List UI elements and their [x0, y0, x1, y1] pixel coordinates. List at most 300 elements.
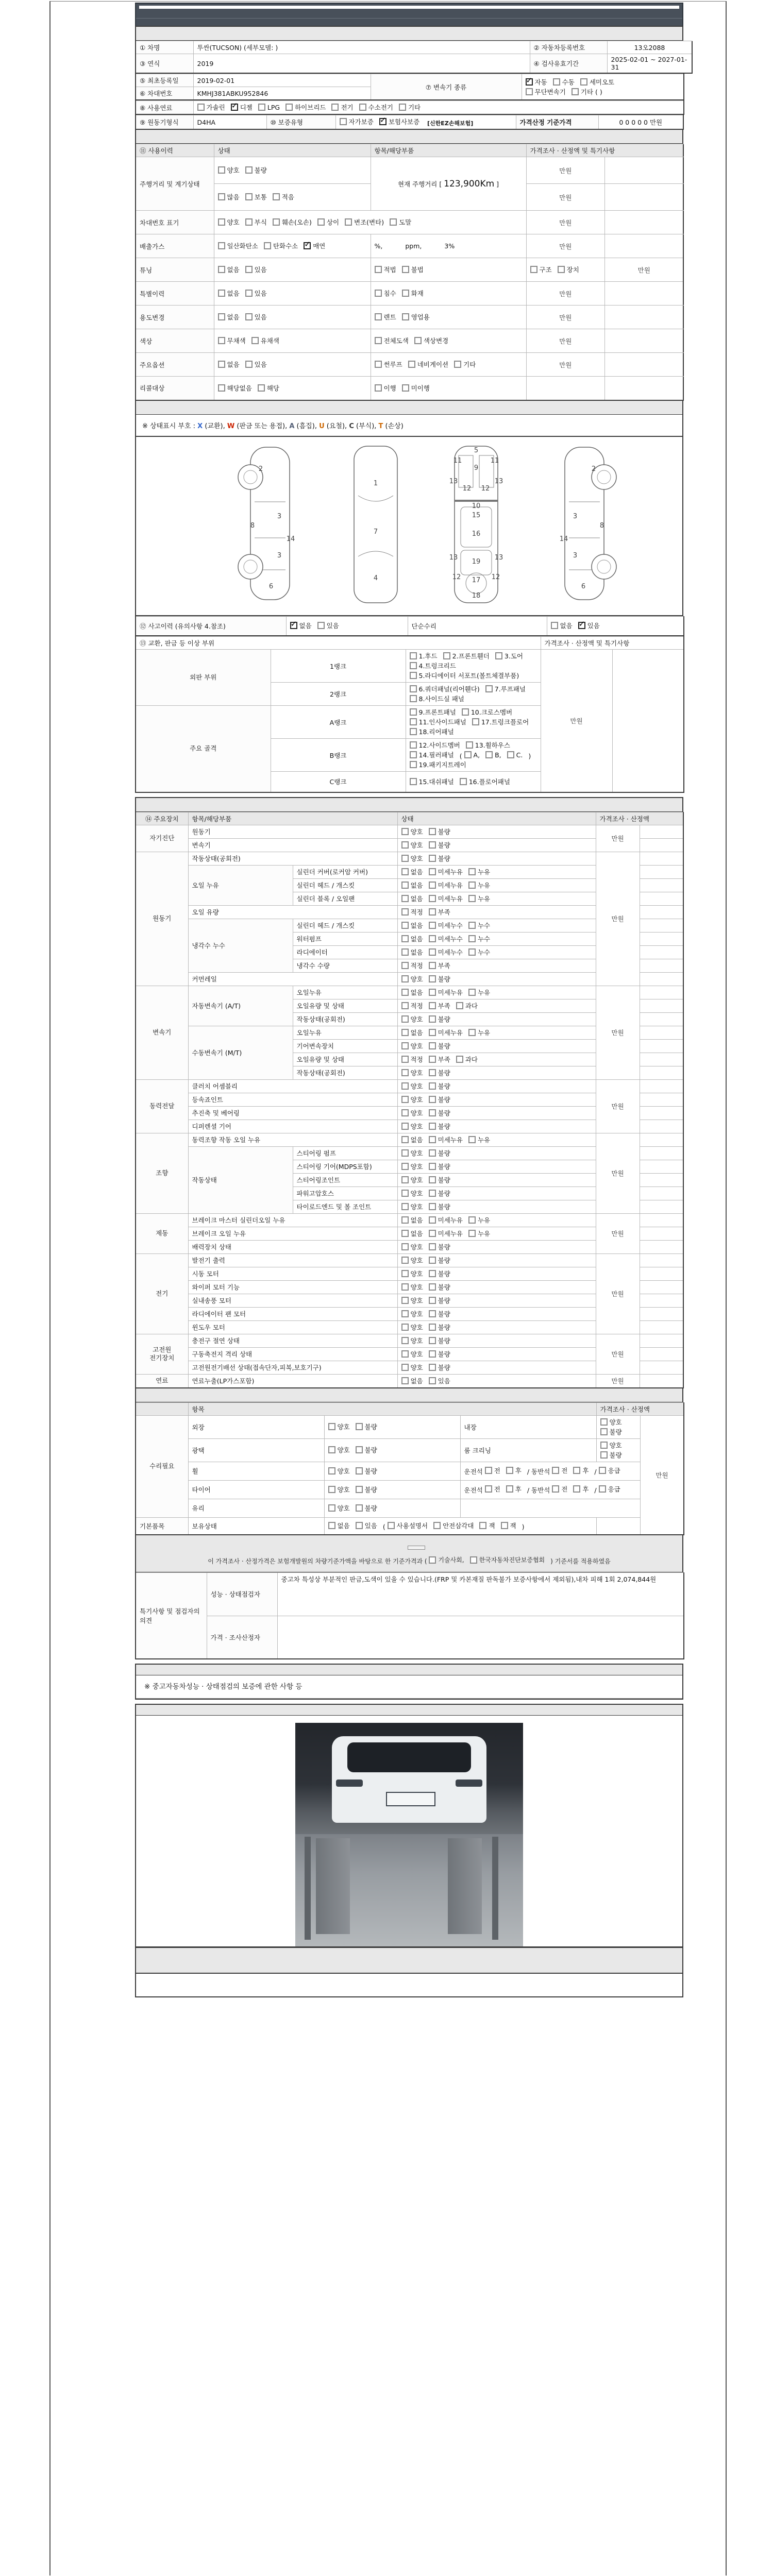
- checkbox-box: [245, 218, 253, 226]
- checkbox-4.트렁크리드[interactable]: [410, 661, 456, 670]
- checkbox-없음[interactable]: [401, 867, 423, 876]
- checkbox-6.쿼더패널(리어휀다)[interactable]: [410, 684, 480, 693]
- checkbox-label: 양호: [410, 1069, 423, 1077]
- value-fuel: [193, 101, 684, 115]
- checkbox-양호[interactable]: [401, 1189, 423, 1198]
- checkbox-11.인사이드패널[interactable]: [410, 717, 466, 726]
- checkbox-누유[interactable]: [468, 1215, 490, 1225]
- device-자기진단: [136, 825, 188, 852]
- checkbox-없음[interactable]: [401, 1028, 423, 1037]
- row-label-주요옵션: 주요옵션: [136, 353, 214, 377]
- checkbox-화재[interactable]: [402, 289, 424, 298]
- checkbox-label: 불량: [438, 1323, 450, 1331]
- checkbox-A,[interactable]: [464, 751, 480, 759]
- checkbox-7.루프패널[interactable]: [485, 684, 526, 693]
- checkbox-없음[interactable]: [401, 934, 423, 943]
- checkbox-불량[interactable]: [356, 1485, 377, 1494]
- diagram-zone-11: 11: [490, 456, 499, 465]
- checkbox-8.사이드실 패널[interactable]: [410, 694, 464, 703]
- checkbox-box: [472, 718, 479, 725]
- checkbox-양호[interactable]: [401, 1269, 423, 1278]
- checkbox-누수[interactable]: [468, 921, 490, 930]
- checkbox-box: [410, 672, 417, 679]
- checkbox-미세누유[interactable]: [429, 988, 463, 997]
- mileage-state-2: [214, 184, 371, 211]
- checkbox-전[interactable]: [485, 1466, 500, 1475]
- checkbox-없음[interactable]: [401, 921, 423, 930]
- checkbox-사용설명서[interactable]: [388, 1521, 428, 1530]
- checkbox-적정[interactable]: [401, 907, 423, 917]
- checkbox-없음[interactable]: [218, 265, 240, 274]
- checkbox-과다[interactable]: [456, 1055, 478, 1064]
- rank-line: [410, 671, 537, 681]
- checkbox-box: [456, 1002, 463, 1009]
- checkbox-양호[interactable]: [328, 1422, 350, 1431]
- checkbox-양호[interactable]: [401, 840, 423, 850]
- checkbox-후[interactable]: [573, 1466, 589, 1475]
- detail-state: [397, 838, 596, 852]
- checkbox-label: 불량: [438, 1350, 450, 1358]
- checkbox-불량[interactable]: [356, 1466, 377, 1476]
- checkbox-미이행[interactable]: [402, 383, 430, 393]
- checkbox-label: 일산화탄소: [227, 242, 258, 250]
- checkbox-불량[interactable]: [429, 1296, 450, 1305]
- checkbox-양호[interactable]: [328, 1445, 350, 1454]
- checkbox-색상변경[interactable]: [414, 336, 448, 345]
- checkbox-구조[interactable]: [530, 265, 552, 274]
- checkbox-변조(변타)[interactable]: [345, 217, 384, 227]
- checkbox-전체도색[interactable]: [375, 336, 409, 345]
- checkbox-불량[interactable]: [429, 1122, 450, 1131]
- checkbox-해당[interactable]: [258, 383, 279, 393]
- row-note-차대번호 표기: [605, 211, 684, 234]
- checkbox-없음[interactable]: [401, 1229, 423, 1238]
- checkbox-응급[interactable]: [599, 1466, 620, 1475]
- checkbox-17.트렁크플로어[interactable]: [472, 717, 529, 726]
- checkbox-없음[interactable]: [328, 1521, 350, 1530]
- checkbox-box: [401, 1257, 409, 1264]
- checkbox-양호[interactable]: [328, 1503, 350, 1513]
- checkbox-label: 무채색: [227, 337, 246, 345]
- checkbox-부족[interactable]: [429, 1001, 450, 1010]
- checkbox-불량[interactable]: [429, 1363, 450, 1372]
- checkbox-양호[interactable]: [401, 1256, 423, 1265]
- checkbox-전[interactable]: [485, 1484, 500, 1494]
- checkbox-미세누유[interactable]: [429, 1215, 463, 1225]
- checkbox-1.후드[interactable]: [410, 651, 438, 660]
- checkbox-label: 적음: [281, 193, 294, 201]
- row-label-특별이력: 특별이력: [136, 282, 214, 306]
- checkbox-box: [410, 695, 417, 702]
- checkbox-5.라디에이터 서포트(볼트체결부품)[interactable]: [410, 671, 519, 680]
- row-price-차대번호 표기: 만원: [526, 211, 605, 234]
- etc-state-유리: [324, 1499, 460, 1517]
- checkbox-양호[interactable]: [401, 974, 423, 984]
- checkbox-label: 없음: [227, 313, 240, 321]
- checkbox-부식[interactable]: [245, 217, 267, 227]
- checkbox-14.필러패널[interactable]: [410, 750, 454, 759]
- checkbox-보통[interactable]: [245, 192, 267, 201]
- checkbox-19.패키지트레이[interactable]: [410, 760, 466, 769]
- checkbox-label: 불량: [438, 1109, 450, 1117]
- checkbox-있음[interactable]: [317, 621, 339, 630]
- checkbox-양호[interactable]: [401, 1014, 423, 1024]
- detail-item: 실린더 헤드 / 개스킷: [293, 919, 397, 932]
- checkbox-box: [429, 962, 436, 969]
- checkbox-양호[interactable]: [218, 165, 240, 175]
- checkbox-3.도어[interactable]: [495, 651, 523, 660]
- photo-car-taillight-left: [336, 1780, 363, 1787]
- detail-note-cell: [640, 1253, 683, 1267]
- detail-note-cell: [640, 1133, 683, 1146]
- checkbox-도말[interactable]: [390, 217, 411, 227]
- checkbox-미세누유[interactable]: [429, 894, 463, 903]
- rank-items-2랭크: [406, 683, 541, 706]
- checkbox-불량[interactable]: [429, 1202, 450, 1211]
- checkbox-box: [429, 1364, 436, 1371]
- checkbox-box: [401, 1096, 409, 1103]
- device-연료: [136, 1374, 188, 1388]
- checkbox-누유[interactable]: [468, 880, 490, 890]
- checkbox-적정[interactable]: [401, 961, 423, 970]
- checkbox-누유[interactable]: [468, 1028, 490, 1037]
- checkbox-label: 양호: [337, 1467, 350, 1475]
- checkbox-10.크로스멤버[interactable]: [462, 707, 512, 717]
- checkbox-양호[interactable]: [401, 854, 423, 863]
- checkbox-양호[interactable]: [401, 1323, 423, 1332]
- checkbox-box: [429, 1337, 436, 1344]
- checkbox-불량[interactable]: [429, 1282, 450, 1292]
- checkbox-없음[interactable]: [401, 988, 423, 997]
- diagram-zone-13: 13: [494, 477, 503, 485]
- checkbox-기타[interactable]: [454, 360, 476, 369]
- checkbox-없음[interactable]: [401, 1135, 423, 1144]
- checkbox-불량[interactable]: [356, 1503, 377, 1513]
- checkbox-가솔린[interactable]: [197, 103, 225, 112]
- checkbox-안전삼각대[interactable]: [433, 1521, 474, 1530]
- checkbox-양호[interactable]: [328, 1485, 350, 1494]
- checkbox-응급[interactable]: [599, 1484, 620, 1494]
- checkbox-box: [401, 908, 409, 916]
- checkbox-box: [429, 1109, 436, 1116]
- checkbox-있음[interactable]: [245, 265, 267, 274]
- checkbox-부족[interactable]: [429, 907, 450, 917]
- checkbox-해당없음[interactable]: [218, 383, 252, 393]
- checkbox-무채색[interactable]: [218, 336, 246, 345]
- checkbox-12.사이드멤버[interactable]: [410, 740, 460, 750]
- checkbox-label: 한국자동차진단보증협회: [479, 1556, 545, 1564]
- checkbox-불량[interactable]: [429, 1189, 450, 1198]
- checkbox-불량[interactable]: [429, 1108, 450, 1117]
- checkbox-없음[interactable]: [401, 894, 423, 903]
- detail-state: [397, 972, 596, 986]
- checkbox-label: 16.플로어패널: [468, 777, 510, 786]
- checkbox-불량[interactable]: [429, 1041, 450, 1050]
- checkbox-불량[interactable]: [429, 840, 450, 850]
- checkbox-C.[interactable]: [507, 751, 523, 759]
- rank-items-A랭크: [406, 706, 541, 739]
- detail-item: 발전기 출력: [188, 1253, 397, 1267]
- checkbox-잭[interactable]: [501, 1521, 516, 1530]
- checkbox-이행[interactable]: [375, 383, 396, 393]
- checkbox-자동[interactable]: [526, 77, 547, 87]
- checkbox-label: 양호: [337, 1423, 350, 1431]
- checkbox-양호[interactable]: [401, 1148, 423, 1158]
- checkbox-있음[interactable]: [429, 1376, 450, 1385]
- inspector-opinion-table: [135, 1572, 683, 1660]
- checkbox-있음[interactable]: [245, 360, 267, 369]
- checkbox-없음[interactable]: [401, 880, 423, 890]
- checkbox-유채색[interactable]: [251, 336, 279, 345]
- checkbox-미세누유[interactable]: [429, 867, 463, 876]
- checkbox-미세누유[interactable]: [429, 880, 463, 890]
- checkbox-세미오토[interactable]: [580, 77, 614, 87]
- exchange-rank-table: [135, 636, 683, 793]
- checkbox-양호[interactable]: [401, 1095, 423, 1104]
- checkbox-탄화수소[interactable]: [264, 241, 298, 250]
- checkbox-양호[interactable]: [401, 1309, 423, 1318]
- checkbox-불량[interactable]: [429, 1081, 450, 1091]
- checkbox-없음[interactable]: [401, 1215, 423, 1225]
- checkbox-양호[interactable]: [328, 1466, 350, 1476]
- checkbox-box: [429, 1149, 436, 1157]
- checkbox-미세누유[interactable]: [429, 1028, 463, 1037]
- device-label: 조향: [156, 1169, 169, 1177]
- checkbox-불량[interactable]: [429, 1162, 450, 1171]
- emission-value: ppm,: [405, 242, 422, 250]
- checkbox-수동[interactable]: [553, 77, 575, 87]
- checkbox-썬루프[interactable]: [375, 360, 402, 369]
- checkbox-미세누유[interactable]: [429, 1135, 463, 1144]
- checkbox-box: [402, 313, 409, 320]
- label-reg-no: ② 자동차등록번호: [530, 41, 607, 54]
- checkbox-18.리어패널[interactable]: [410, 727, 454, 736]
- checkbox-후[interactable]: [573, 1484, 589, 1494]
- checkbox-양호[interactable]: [401, 1202, 423, 1211]
- checkbox-label: 양호: [410, 1109, 423, 1117]
- checkbox-없음[interactable]: [551, 621, 573, 630]
- checkbox-label: 없음: [410, 1229, 423, 1238]
- checkbox-상이[interactable]: [317, 217, 339, 227]
- checkbox-있음[interactable]: [356, 1521, 377, 1530]
- checkbox-없음[interactable]: [401, 947, 423, 957]
- checkbox-기타 ( )[interactable]: [572, 87, 602, 96]
- label-exchange-header: ⑬ 교환, 판금 등 이상 부위: [136, 637, 541, 650]
- checkbox-후[interactable]: [506, 1466, 522, 1475]
- checkbox-미세누수[interactable]: [429, 947, 463, 957]
- checkbox-전[interactable]: [552, 1484, 567, 1494]
- checkbox-양호[interactable]: [401, 1363, 423, 1372]
- checkbox-label: 양호: [410, 1350, 423, 1358]
- device-price-고전원 전기장치: 만원: [596, 1334, 640, 1374]
- checkbox-양호[interactable]: [600, 1417, 622, 1427]
- checkbox-불량[interactable]: [245, 165, 267, 175]
- checkbox-침수[interactable]: [375, 289, 396, 298]
- checkbox-누유[interactable]: [468, 1135, 490, 1144]
- checkbox-기타[interactable]: [399, 103, 421, 112]
- checkbox-불량[interactable]: [429, 1175, 450, 1184]
- checkbox-불량[interactable]: [600, 1450, 622, 1460]
- checkbox-양호[interactable]: [401, 1242, 423, 1251]
- checkbox-불량[interactable]: [429, 1309, 450, 1318]
- checkbox-영업용[interactable]: [402, 312, 430, 321]
- checkbox-16.플로어패널[interactable]: [460, 777, 510, 786]
- checkbox-부족[interactable]: [429, 961, 450, 970]
- checkbox-있음[interactable]: [245, 312, 267, 321]
- checkbox-디젤[interactable]: [231, 103, 253, 112]
- checkbox-불량[interactable]: [429, 1336, 450, 1345]
- checkbox-수소전기[interactable]: [359, 103, 393, 112]
- checkbox-불량[interactable]: [356, 1445, 377, 1454]
- checkbox-양호[interactable]: [401, 1282, 423, 1292]
- checkbox-13.휠하우스[interactable]: [466, 740, 510, 750]
- checkbox-양호[interactable]: [401, 1175, 423, 1184]
- checkbox-양호[interactable]: [401, 1108, 423, 1117]
- checkbox-B,[interactable]: [485, 751, 501, 759]
- checkbox-자가보증[interactable]: [340, 117, 374, 126]
- checkbox-불량[interactable]: [429, 1349, 450, 1359]
- checkbox-box: [390, 218, 397, 226]
- checkbox-누유[interactable]: [468, 1229, 490, 1238]
- checkbox-양호[interactable]: [401, 1162, 423, 1171]
- row-item-특별이력: [371, 282, 526, 306]
- checkbox-전기[interactable]: [331, 103, 353, 112]
- checkbox-LPG[interactable]: [258, 104, 280, 111]
- checkbox-불량[interactable]: [429, 1148, 450, 1158]
- checkbox-훼손(오손)[interactable]: [273, 217, 312, 227]
- checkbox-양호[interactable]: [401, 1068, 423, 1077]
- checkbox-label: 양호: [410, 1176, 423, 1184]
- checkbox-누유[interactable]: [468, 894, 490, 903]
- checkbox-9.프론트패널[interactable]: [410, 707, 456, 717]
- checkbox-기술사회,[interactable]: [429, 1555, 464, 1564]
- detail-item: 시동 모터: [188, 1267, 397, 1280]
- detail-item: 추진축 및 베어링: [188, 1106, 397, 1120]
- checkbox-box: [468, 948, 476, 956]
- checkbox-불량[interactable]: [429, 974, 450, 984]
- checkbox-누수[interactable]: [468, 934, 490, 943]
- rank-2랭크: 2랭크: [271, 683, 406, 706]
- checkbox-하이브리드[interactable]: [285, 103, 326, 112]
- section-etc: [135, 1388, 683, 1402]
- checkbox-양호[interactable]: [401, 1349, 423, 1359]
- checkbox-label: 안전삼각대: [443, 1522, 474, 1530]
- checkbox-label: 불량: [438, 1015, 450, 1023]
- col-detail-item: 항목/해당부품: [188, 812, 397, 825]
- detail-item: 라디에이터 팬 모터: [188, 1307, 397, 1320]
- detail-state: [397, 892, 596, 905]
- checkbox-미세누유[interactable]: [429, 1229, 463, 1238]
- checkbox-불량[interactable]: [429, 827, 450, 836]
- checkbox-없음[interactable]: [290, 621, 312, 630]
- etc-label-내장: 내장: [460, 1415, 596, 1438]
- checkbox-미세누수[interactable]: [429, 934, 463, 943]
- checkbox-불량[interactable]: [429, 1242, 450, 1251]
- checkbox-불량[interactable]: [429, 1256, 450, 1265]
- checkbox-양호[interactable]: [401, 1081, 423, 1091]
- checkbox-보험사보증[interactable]: [379, 117, 419, 126]
- inspection-photo-lift: [295, 1834, 523, 1946]
- checkbox-불량[interactable]: [600, 1427, 622, 1436]
- checkbox-누유[interactable]: [468, 867, 490, 876]
- checkbox-적법[interactable]: [375, 265, 396, 274]
- checkbox-label: 18.리어패널: [418, 728, 454, 736]
- checkbox-부족[interactable]: [429, 1055, 450, 1064]
- checkbox-양호[interactable]: [600, 1440, 622, 1450]
- checkbox-없음[interactable]: [401, 1376, 423, 1385]
- checkbox-불량[interactable]: [429, 1068, 450, 1077]
- checkbox-미세누수[interactable]: [429, 921, 463, 930]
- rank-A랭크: A랭크: [271, 706, 406, 739]
- checkbox-양호[interactable]: [401, 1296, 423, 1305]
- checkbox-불량[interactable]: [356, 1422, 377, 1431]
- checkbox-2.프론트휀더[interactable]: [443, 651, 490, 660]
- detail-note-cell: [640, 945, 683, 959]
- checkbox-누유[interactable]: [468, 988, 490, 997]
- checkbox-매연[interactable]: [304, 241, 325, 250]
- checkbox-적음[interactable]: [273, 192, 294, 201]
- checkbox-box: [401, 1056, 409, 1063]
- checkbox-양호[interactable]: [401, 1336, 423, 1345]
- checkbox-label: 전기: [341, 104, 354, 111]
- checkbox-장치[interactable]: [558, 265, 579, 274]
- checkbox-box: [468, 895, 476, 902]
- checkbox-box: [401, 855, 409, 862]
- checkbox-불량[interactable]: [429, 1269, 450, 1278]
- checkbox-label: 없음: [227, 361, 240, 368]
- checkbox-적정[interactable]: [401, 1001, 423, 1010]
- checkbox-한국자동차진단보증협회[interactable]: [470, 1555, 545, 1564]
- checkbox-없음[interactable]: [218, 289, 240, 298]
- checkbox-불량[interactable]: [429, 1323, 450, 1332]
- checkbox-불량[interactable]: [429, 854, 450, 863]
- checkbox-box: [429, 1556, 436, 1564]
- checkbox-후[interactable]: [506, 1484, 522, 1494]
- checkbox-잭[interactable]: [479, 1521, 495, 1530]
- group-repair-needed: [136, 1415, 188, 1517]
- checkbox-label: 미세누유: [438, 1136, 463, 1144]
- checkbox-적정[interactable]: [401, 1055, 423, 1064]
- checkbox-양호[interactable]: [401, 1041, 423, 1050]
- checkbox-네비게이션[interactable]: [408, 360, 448, 369]
- checkbox-양호[interactable]: [401, 1122, 423, 1131]
- checkbox-불량[interactable]: [429, 1014, 450, 1024]
- checkbox-있음[interactable]: [578, 621, 600, 630]
- checkbox-누수[interactable]: [468, 947, 490, 957]
- checkbox-15.대쉬패널[interactable]: [410, 777, 454, 786]
- checkbox-box: [506, 1467, 513, 1474]
- checkbox-없음[interactable]: [218, 312, 240, 321]
- detail-note-cell: [640, 1053, 683, 1066]
- checkbox-렌트[interactable]: [375, 312, 396, 321]
- checkbox-양호[interactable]: [218, 217, 240, 227]
- checkbox-label: 양호: [410, 1149, 423, 1157]
- checkbox-없음[interactable]: [218, 360, 240, 369]
- checkbox-불량[interactable]: [429, 1095, 450, 1104]
- checkbox-불법[interactable]: [402, 265, 424, 274]
- checkbox-무단변속기[interactable]: [526, 87, 566, 96]
- checkbox-box: [245, 193, 253, 200]
- checkbox-box: [429, 895, 436, 902]
- checkbox-있음[interactable]: [245, 289, 267, 298]
- checkbox-전[interactable]: [552, 1466, 567, 1475]
- car-views-svg: [141, 440, 677, 610]
- checkbox-과다[interactable]: [456, 1001, 478, 1010]
- checkbox-일산화탄소[interactable]: [218, 241, 258, 250]
- checkbox-양호[interactable]: [401, 827, 423, 836]
- checkbox-많음[interactable]: [218, 192, 240, 201]
- checkbox-label: 불량: [609, 1451, 622, 1459]
